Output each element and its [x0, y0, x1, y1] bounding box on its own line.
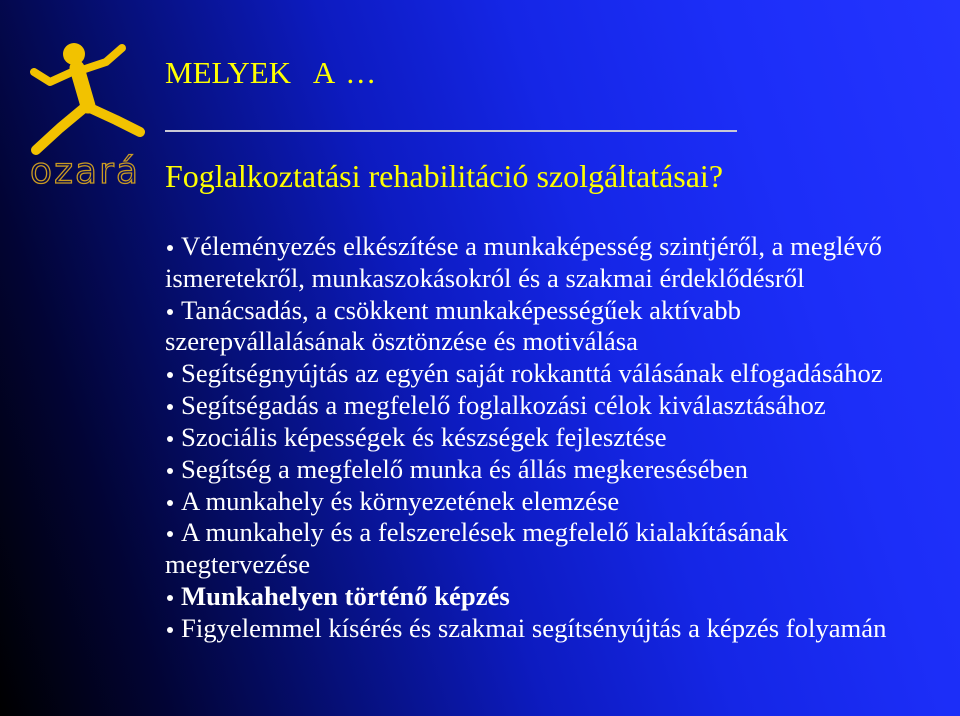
bullet-text: Segítségadás a megfelelő foglalkozási célok kiválasztásához: [181, 390, 826, 421]
bullet-dot-icon: [167, 309, 173, 315]
bullet-text: Szociális képességek és készségek fejlesztése: [181, 421, 667, 452]
bullet-item: [165, 422, 915, 454]
bullet-dot-icon: [167, 436, 173, 442]
company-logo: [20, 28, 150, 196]
bullet-item-emphasized: [165, 581, 915, 613]
bullet-dot-icon: [167, 404, 173, 410]
bullet-text: Figyelemmel kísérés és szakmai segítsényújtás a képzés folyamán: [181, 612, 887, 643]
bullet-text: A munkahely és környezetének elemzése: [181, 485, 620, 516]
slide-subtitle: Foglalkoztatási rehabilitáció szolgáltatásai?: [165, 158, 724, 194]
logo-wordmark: ozará: [30, 151, 138, 192]
bullet-text: Tanácsadás, a csökkent munkaképességűek aktívabb szerepvállalásának ösztönzése és motiválása: [165, 294, 741, 357]
bullet-item: [165, 358, 915, 390]
bullet-list: [165, 231, 915, 645]
bullet-text: Segítség a megfelelő munka és állás megkeresésében: [181, 453, 748, 484]
bullet-item: [165, 231, 915, 295]
bullet-dot-icon: [167, 595, 173, 601]
title-divider: [165, 130, 737, 132]
bullet-dot-icon: [167, 500, 173, 506]
bullet-item: [165, 390, 915, 422]
bullet-dot-icon: [167, 372, 173, 378]
bullet-text: A munkahely és a felszerelések megfelelő kialakításának megtervezése: [165, 517, 788, 580]
bullet-text: Véleményezés elkészítése a munkaképesség szintjéről, a meglévő ismeretekről, munkaszokásokról és a szakmai érdeklődésről: [165, 231, 882, 293]
bullet-item: [165, 613, 915, 645]
bullet-text: Munkahelyen történő képzés: [181, 581, 510, 612]
bullet-item: [165, 517, 915, 581]
bullet-dot-icon: [167, 245, 173, 251]
slide-title: MELYEK A …: [165, 55, 377, 90]
bullet-dot-icon: [167, 627, 173, 633]
bullet-text: Segítségnyújtás az egyén saját rokkanttá válásának elfogadásához: [181, 358, 883, 389]
bullet-dot-icon: [167, 531, 173, 537]
bullet-dot-icon: [167, 468, 173, 474]
bullet-item: [165, 454, 915, 486]
bullet-item: [165, 486, 915, 518]
dancing-figure-icon: [20, 28, 150, 196]
bullet-item: [165, 295, 915, 359]
